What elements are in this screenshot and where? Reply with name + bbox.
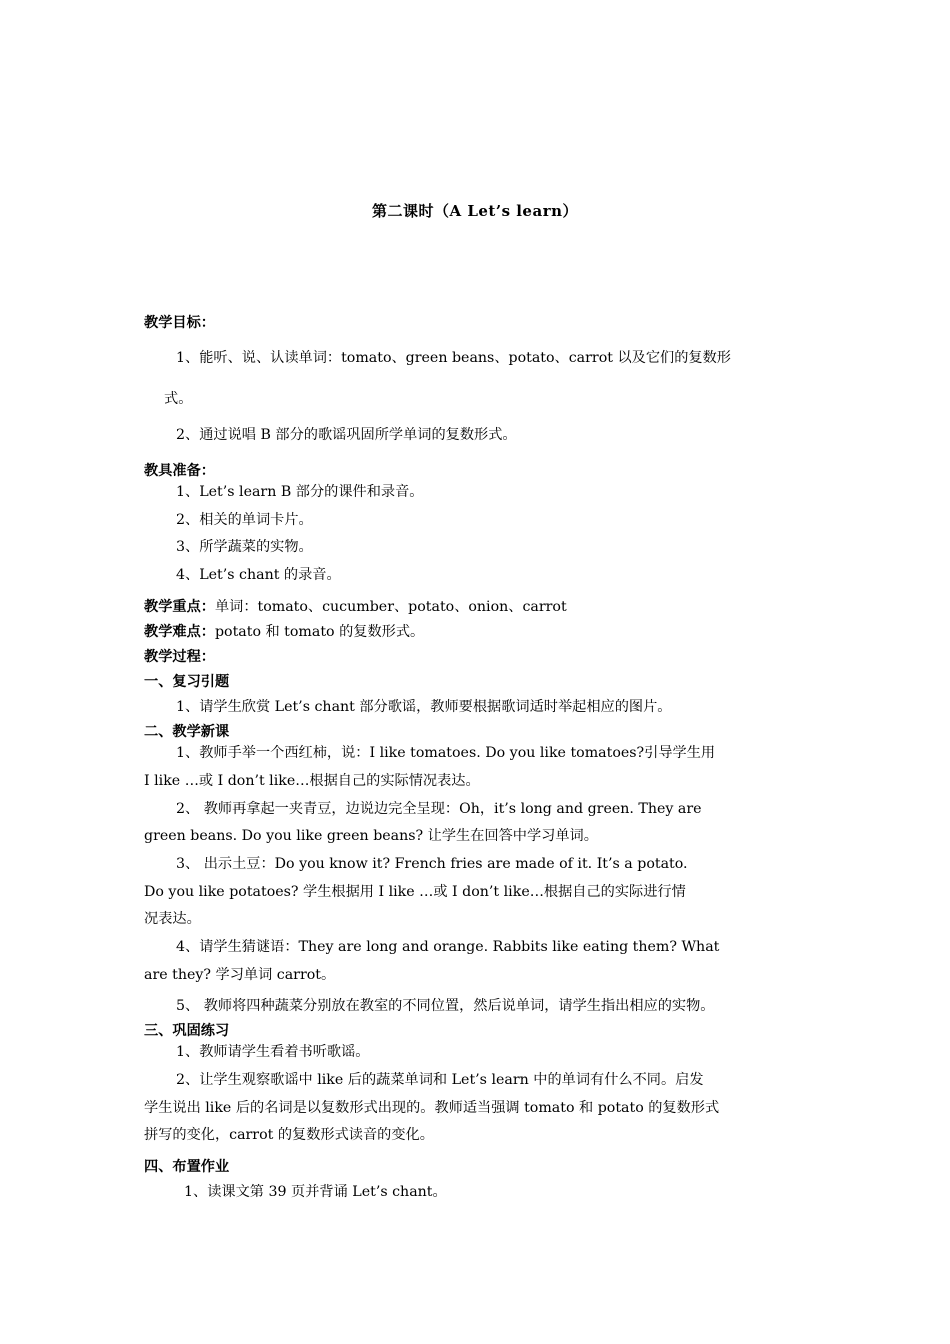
materials-heading: 教具准备： [144, 463, 215, 479]
section-2-item-1-line-2: I like …或 I don’t like…根据自己的实际情况表达。 [144, 773, 480, 789]
section-3-item-2-line-3: 拼写的变化，carrot 的复数形式读音的变化。 [144, 1127, 434, 1143]
section-2-item-3-line-2: Do you like potatoes? 学生根据用 I like …或 I don’t like…根据自己的实际进行情 [144, 884, 686, 900]
material-item-3: 3、所学蔬菜的实物。 [176, 539, 313, 555]
key-points-label: 教学重点： [144, 599, 215, 615]
section-2-item-1-line-1: 1、教师手举一个西红柿，说：I like tomatoes. Do you like tomatoes?引导学生用 [176, 745, 716, 761]
section-2-item-2-line-1: 2、 教师再拿起一夹青豆，边说边完全呈现：Oh，it’s long and green. They are [176, 801, 702, 817]
page-title: 第二课时（A Let’s learn） [371, 202, 579, 220]
section-3-heading: 三、巩固练习 [144, 1023, 230, 1039]
material-item-4: 4、Let’s chant 的录音。 [176, 567, 341, 583]
objective-1-line-1: 1、能听、说、认读单词：tomato、green beans、potato、carrot 以及它们的复数形 [176, 350, 731, 366]
section-2-item-4-line-1: 4、请学生猜谜语：They are long and orange. Rabbits like eating them? What [176, 939, 720, 955]
section-4-heading: 四、布置作业 [144, 1159, 230, 1175]
section-1-item-1: 1、请学生欣赏 Let’s chant 部分歌谣，教师要根据歌词适时举起相应的图片。 [176, 699, 672, 715]
key-points [144, 597, 567, 617]
section-2-item-3-line-1: 3、 出示土豆：Do you know it? French fries are made of it. It’s a potato. [176, 856, 688, 872]
section-1-heading: 一、复习引题 [144, 674, 230, 690]
objectives-heading: 教学目标： [144, 315, 215, 331]
section-2-item-5: 5、 教师将四种蔬菜分别放在教室的不同位置，然后说单词，请学生指出相应的实物。 [176, 998, 715, 1014]
material-item-2: 2、相关的单词卡片。 [176, 512, 313, 528]
section-2-heading: 二、教学新课 [144, 724, 230, 740]
section-3-item-2-line-1: 2、让学生观察歌谣中 like 后的蔬菜单词和 Let’s learn 中的单词有什么不同。启发 [176, 1072, 704, 1088]
section-2-item-4-line-2: are they? 学习单词 carrot。 [144, 967, 336, 983]
key-points-text: 单词：tomato、cucumber、potato、onion、carrot [214, 599, 567, 615]
difficulties-label: 教学难点： [144, 624, 215, 640]
section-3-item-2-line-2: 学生说出 like 后的名词是以复数形式出现的。教师适当强调 tomato 和 potato 的复数形式 [144, 1100, 720, 1116]
difficulties-text: potato 和 tomato 的复数形式。 [214, 624, 425, 640]
difficulties [144, 622, 424, 642]
process-heading: 教学过程： [144, 649, 215, 665]
objective-2: 2、通过说唱 B 部分的歌谣巩固所学单词的复数形式。 [176, 427, 517, 443]
material-item-1: 1、Let’s learn B 部分的课件和录音。 [176, 484, 424, 500]
objective-1-line-2: 式。 [164, 391, 193, 407]
section-3-item-1: 1、教师请学生看着书听歌谣。 [176, 1044, 370, 1060]
section-4-item-1: 1、读课文第 39 页并背诵 Let’s chant。 [184, 1184, 447, 1200]
section-2-item-2-line-2: green beans. Do you like green beans? 让学生在回答中学习单词。 [144, 828, 598, 844]
section-2-item-3-line-3: 况表达。 [144, 911, 201, 927]
